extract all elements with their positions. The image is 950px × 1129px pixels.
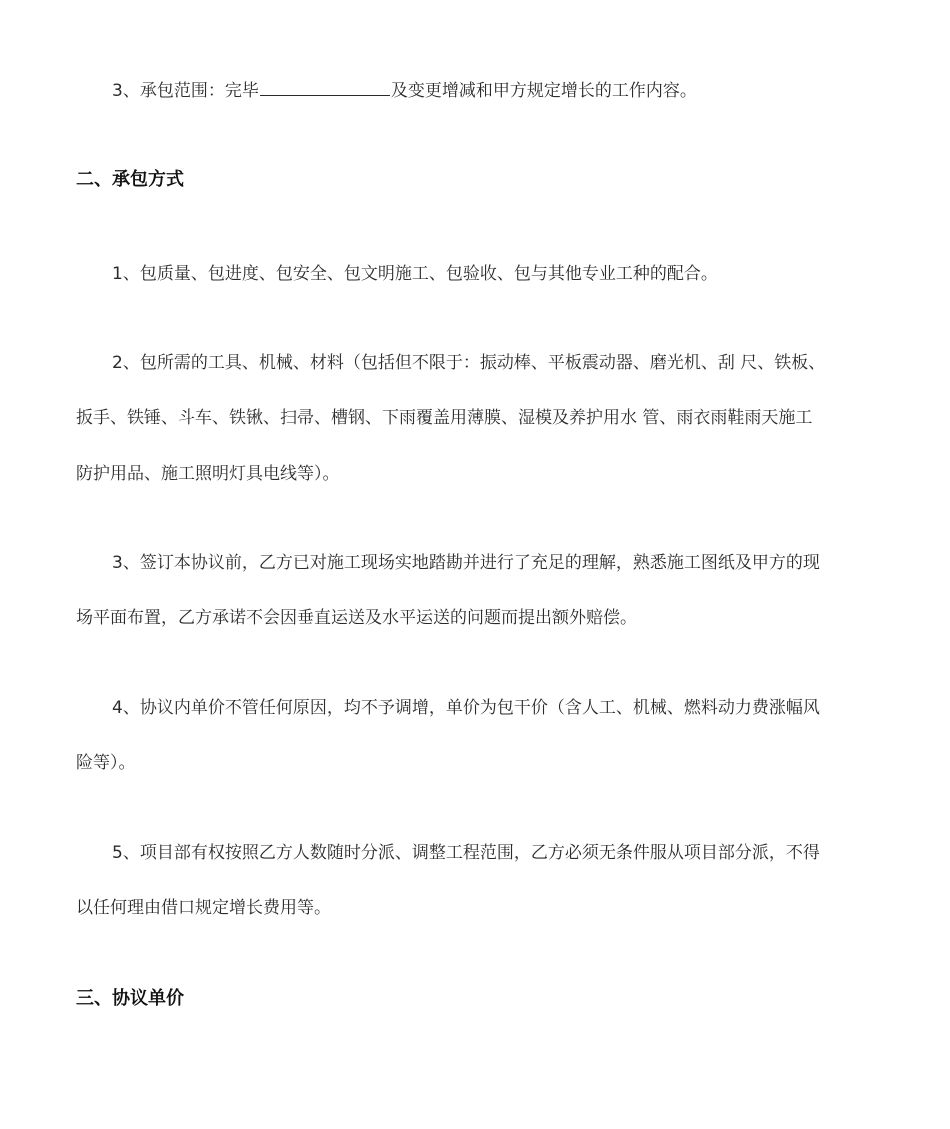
paragraph-1-line-1: 1、包质量、包进度、包安全、包文明施工、包验收、包与其他专业工种的配合。 — [112, 264, 718, 284]
paragraph-3-line-2: 场平面布置，乙方承诺不会因垂直运送及水平运送的问题而提出额外赔偿。 — [76, 608, 637, 628]
scope-text-after: 及变更增减和甲方规定增长的工作内容。 — [390, 81, 697, 101]
section-heading-unit-price: 三、协议单价 — [76, 988, 184, 1009]
paragraph-2-line-1: 2、包所需的工具、机械、材料（包括但不限于：振动棒、平板震动器、磨光机、刮 尺、铁板、 — [112, 353, 826, 373]
scope-text-before: 3、承包范围：完毕 — [112, 81, 259, 101]
section-heading-contract-method: 二、承包方式 — [76, 169, 184, 190]
paragraph-2-line-3: 防护用品、施工照明灯具电线等）。 — [76, 464, 340, 484]
paragraph-5-line-1: 5、项目部有权按照乙方人数随时分派、调整工程范围，乙方必须无条件服从项目部分派，不得 — [112, 843, 820, 863]
paragraph-5-line-2: 以任何理由借口规定增长费用等。 — [76, 898, 331, 918]
paragraph-2-line-2: 扳手、铁锤、斗车、铁锹、扫帚、槽钢、下雨覆盖用薄膜、湿模及养护用水 管、雨衣雨鞋雨天施工 — [76, 408, 813, 428]
scope-paragraph — [112, 78, 876, 103]
fill-in-blank — [260, 78, 390, 96]
paragraph-3-line-1: 3、签订本协议前，乙方已对施工现场实地踏勘并进行了充足的理解，熟悉施工图纸及甲方的现 — [112, 553, 820, 573]
paragraph-4-line-1: 4、协议内单价不管任何原因，均不予调增，单价为包干价（含人工、机械、燃料动力费涨幅风 — [112, 698, 820, 718]
paragraph-4-line-2: 险等）。 — [76, 753, 136, 773]
